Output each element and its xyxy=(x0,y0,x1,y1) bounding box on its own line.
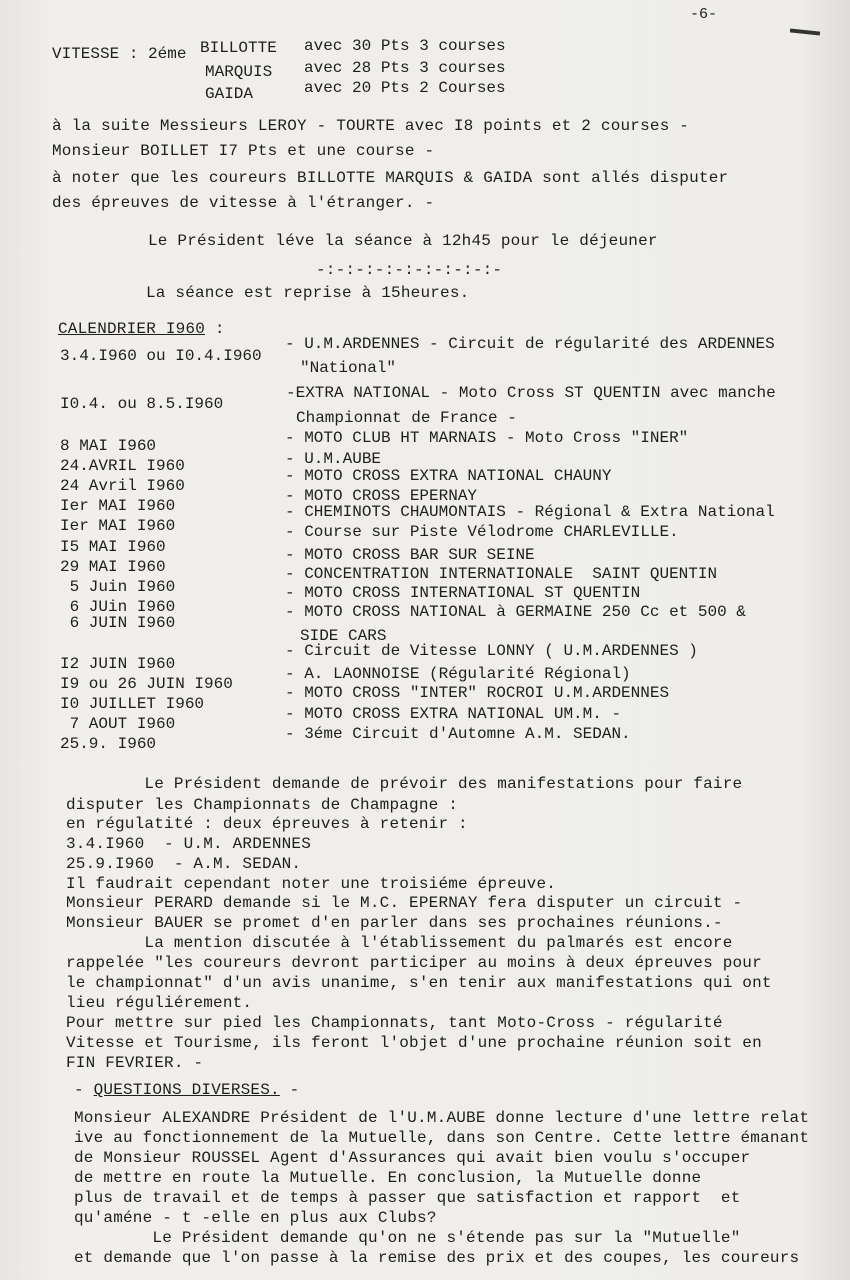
text-line: en régulatité : deux épreuves à retenir : xyxy=(66,815,468,833)
text-line: ive au fonctionnement de la Mutuelle, dans son Centre. Cette lettre émanant xyxy=(74,1129,810,1147)
text-line: FIN FEVRIER. - xyxy=(66,1054,204,1072)
text-line: Vitesse et Tourisme, ils feront l'objet d'une prochaine réunion soit en xyxy=(66,1034,762,1052)
text-line: de mettre en route la Mutuelle. En conclusion, la Mutuelle donne xyxy=(74,1169,702,1187)
calendar-event: "National" xyxy=(300,359,397,377)
calendar-event: - U.M.ARDENNES - Circuit de régularité des ARDENNES xyxy=(285,335,775,353)
calendar-event: -EXTRA NATIONAL - Moto Cross ST QUENTIN avec manche xyxy=(286,384,776,402)
calendar-event: - CONCENTRATION INTERNATIONALE SAINT QUENTIN xyxy=(285,565,718,583)
calendar-event: - MOTO CLUB HT MARNAIS - Moto Cross "INER" xyxy=(285,429,689,447)
calendar-event: - Course sur Piste Vélodrome CHARLEVILLE. xyxy=(285,523,679,541)
text-line: Monsieur ALEXANDRE Président de l'U.M.AUBE donne lecture d'une lettre relat xyxy=(74,1109,810,1127)
text-line: à la suite Messieurs LEROY - TOURTE avec I8 points et 2 courses - xyxy=(52,117,690,135)
questions-prefix: - xyxy=(74,1081,94,1099)
text-line: le championnat" d'un avis unanime, s'en tenir aux manifestations qui ont xyxy=(66,974,772,992)
text-line: plus de travail et de temps à passer que satisfaction et rapport et xyxy=(74,1189,741,1207)
calendar-event: - Circuit de Vitesse LONNY ( U.M.ARDENNES ) xyxy=(285,642,698,660)
calendar-date: Ier MAI I960 xyxy=(60,497,176,515)
calendar-event: - MOTO CROSS EXTRA NATIONAL CHAUNY xyxy=(285,467,612,485)
calendar-date: Ier MAI I960 xyxy=(60,517,176,535)
calendar-date: I2 JUIN I960 xyxy=(60,655,176,673)
calendar-event: - 3éme Circuit d'Automne A.M. SEDAN. xyxy=(285,725,631,743)
calendar-date: 5 Juin I960 xyxy=(60,578,176,596)
text-line: Le Président demande de prévoir des manifestations pour faire xyxy=(66,775,743,793)
calendar-event: Championnat de France - xyxy=(296,409,517,427)
text-line: des épreuves de vitesse à l'étranger. - xyxy=(52,194,435,212)
calendar-date: 25.9. I960 xyxy=(60,735,157,753)
calendar-heading xyxy=(58,319,225,339)
text-line: Monsieur PERARD demande si le M.C. EPERNAY fera disputer un circuit - xyxy=(66,894,743,912)
calendar-title-suffix: : xyxy=(205,320,225,338)
text-line: 3.4.I960 - U.M. ARDENNES xyxy=(66,835,312,853)
calendar-title: CALENDRIER I960 xyxy=(58,320,206,338)
calendar-event: - CHEMINOTS CHAUMONTAIS - Régional & Extra National xyxy=(285,503,775,521)
text-line: Le Président léve la séance à 12h45 pour le déjeuner xyxy=(148,232,658,250)
calendar-date: 3.4.I960 ou I0.4.I960 xyxy=(60,347,262,365)
calendar-date: I9 ou 26 JUIN I960 xyxy=(60,675,233,693)
questions-heading xyxy=(74,1080,299,1100)
calendar-event: - MOTO CROSS INTERNATIONAL ST QUENTIN xyxy=(285,584,641,602)
text-line: et demande que l'on passe à la remise des prix et des coupes, les coureurs xyxy=(74,1249,800,1267)
calendar-date: I0.4. ou 8.5.I960 xyxy=(60,395,224,413)
vitesse-name: GAIDA xyxy=(205,85,254,103)
vitesse-detail: avec 20 Pts 2 Courses xyxy=(304,79,506,97)
page-number: -6- xyxy=(690,6,718,23)
vitesse-name: MARQUIS xyxy=(205,63,273,81)
text-line: Pour mettre sur pied les Championnats, tant Moto-Cross - régularité xyxy=(66,1014,723,1032)
vitesse-detail: avec 30 Pts 3 courses xyxy=(304,37,506,55)
calendar-date: 6 JUin I960 xyxy=(60,598,176,616)
calendar-date: 7 AOUT I960 xyxy=(60,715,176,733)
text-line: Monsieur BAUER se promet d'en parler dans ses prochaines réunions.- xyxy=(66,914,723,932)
calendar-event: - A. LAONNOISE (Régularité Régional) xyxy=(285,665,631,683)
calendar-date: 29 MAI I960 xyxy=(60,558,166,576)
text-line: rappelée "les coureurs devront participer au moins à deux épreuves pour xyxy=(66,954,762,972)
separator-line: -:-:-:-:-:-:-:-:-:- xyxy=(316,261,503,279)
calendar-date: I0 JUILLET I960 xyxy=(60,695,205,713)
calendar-date: 8 MAI I960 xyxy=(60,437,157,455)
text-line: disputer les Championnats de Champagne : xyxy=(66,796,459,814)
calendar-event: - MOTO CROSS "INTER" ROCROI U.M.ARDENNES xyxy=(285,684,670,702)
text-line: La séance est reprise à 15heures. xyxy=(146,284,470,302)
vitesse-name: BILLOTTE xyxy=(200,39,277,57)
text-line: La mention discutée à l'établissement du palmarés est encore xyxy=(66,934,733,952)
calendar-date: 6 JUIN I960 xyxy=(60,614,176,632)
text-line: de Monsieur ROUSSEL Agent d'Assurances qui avait bien voulu s'occuper xyxy=(74,1149,751,1167)
calendar-event: SIDE CARS xyxy=(300,627,387,645)
calendar-event: - MOTO CROSS BAR SUR SEINE xyxy=(285,546,535,564)
ink-mark xyxy=(790,28,820,35)
calendar-date: 24.AVRIL I960 xyxy=(60,457,185,475)
calendar-date: 24 Avril I960 xyxy=(60,477,185,495)
vitesse-label: VITESSE : 2éme xyxy=(52,45,187,63)
text-line: à noter que les coureurs BILLOTTE MARQUIS & GAIDA sont allés disputer xyxy=(52,169,729,187)
text-line: qu'améne - t -elle en plus aux Clubs? xyxy=(74,1209,437,1227)
questions-suffix: - xyxy=(279,1081,300,1099)
calendar-date: I5 MAI I960 xyxy=(60,538,166,556)
calendar-event: - MOTO CROSS EXTRA NATIONAL UM.M. - xyxy=(285,705,622,723)
calendar-event: - MOTO CROSS NATIONAL à GERMAINE 250 Cc et 500 & xyxy=(285,603,746,621)
questions-title: QUESTIONS DIVERSES. xyxy=(93,1081,280,1099)
text-line: 25.9.I960 - A.M. SEDAN. xyxy=(66,855,302,873)
text-line: lieu réguliérement. xyxy=(66,994,253,1012)
text-line: Le Président demande qu'on ne s'étende pas sur la "Mutuelle" xyxy=(74,1229,741,1247)
calendar-event: - U.M.AUBE xyxy=(285,450,382,468)
text-line: Il faudrait cependant noter une troisiéme épreuve. xyxy=(66,875,557,893)
calendar-event: - MOTO CROSS EPERNAY xyxy=(285,487,478,505)
text-line: Monsieur BOILLET I7 Pts et une course - xyxy=(52,142,435,160)
vitesse-detail: avec 28 Pts 3 courses xyxy=(304,59,506,77)
